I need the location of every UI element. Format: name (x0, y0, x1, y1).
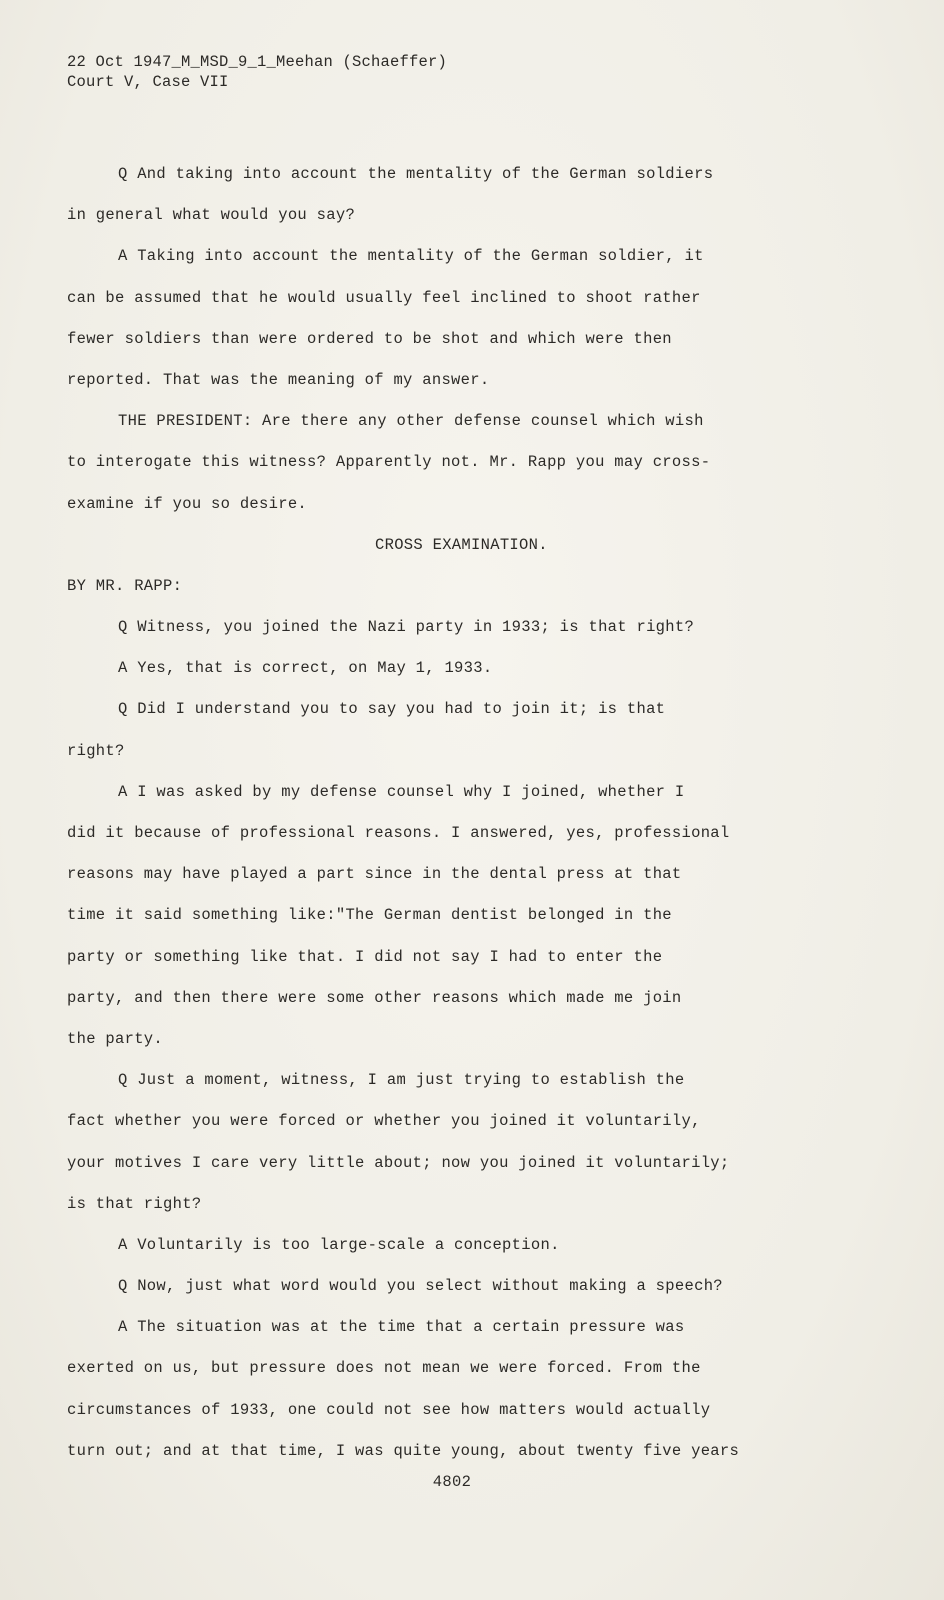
transcript-line: Q Did I understand you to say you had to join it; is that (118, 700, 666, 719)
page-number: 4802 (432, 1473, 472, 1491)
transcript-line: A Voluntarily is too large-scale a conception. (118, 1235, 560, 1254)
transcript-line: did it because of professional reasons. I answered, yes, professional (67, 824, 730, 842)
transcript-line: Q Just a moment, witness, I am just trying to establish the (118, 1071, 685, 1090)
transcript-line: A I was asked by my defense counsel why I joined, whether I (118, 782, 685, 801)
header-reference: 22 Oct 1947_M_MSD_9_1_Meehan (Schaeffer) (67, 53, 448, 71)
transcript-line: in general what would you say? (67, 206, 356, 225)
transcript-line: time it said something like:"The German dentist belonged in the (67, 906, 672, 925)
header-court-case: Court V, Case VII (67, 73, 229, 91)
transcript-line: can be assumed that he would usually feel inclined to shoot rather (67, 288, 701, 307)
transcript-body (67, 154, 867, 1472)
transcript-line: fact whether you were forced or whether you joined it voluntarily, (67, 1112, 701, 1131)
transcript-line: A The situation was at the time that a certain pressure was (118, 1318, 685, 1337)
transcript-line: Q And taking into account the mentality of the German soldiers (118, 165, 714, 183)
transcript-line: the party. (67, 1029, 164, 1048)
transcript-line: turn out; and at that time, I was quite young, about twenty five years (67, 1441, 740, 1460)
transcript-line: A Yes, that is correct, on May 1, 1933. (118, 659, 493, 678)
transcript-line: THE PRESIDENT: Are there any other defense counsel which wish (118, 412, 704, 431)
transcript-line: is that right? (67, 1194, 202, 1213)
document-header (67, 52, 447, 92)
transcript-line: right? (67, 741, 125, 760)
transcript-line: Q Witness, you joined the Nazi party in 1933; is that right? (118, 618, 695, 637)
transcript-line: party or something like that. I did not say I had to enter the (67, 947, 663, 966)
transcript-line: party, and then there were some other reasons which made me join (67, 988, 682, 1007)
transcript-line: your motives I care very little about; now you joined it voluntarily; (67, 1153, 730, 1172)
transcript-line: circumstances of 1933, one could not see how matters would actually (67, 1400, 711, 1419)
section-heading: CROSS EXAMINATION. (375, 535, 548, 554)
transcript-line: exerted on us, but pressure does not mean we were forced. From the (67, 1359, 701, 1378)
transcript-line: fewer soldiers than were ordered to be shot and which were then (67, 329, 672, 348)
examiner-line: BY MR. RAPP: (67, 576, 183, 595)
transcript-line: examine if you so desire. (67, 494, 308, 513)
transcript-line: reported. That was the meaning of my answer. (67, 370, 490, 389)
transcript-line: A Taking into account the mentality of the German soldier, it (118, 247, 704, 266)
transcript-line: reasons may have played a part since in the dental press at that (67, 865, 682, 884)
transcript-line: Q Now, just what word would you select without making a speech? (118, 1277, 723, 1296)
transcript-line: to interogate this witness? Apparently not. Mr. Rapp you may cross- (67, 453, 711, 472)
